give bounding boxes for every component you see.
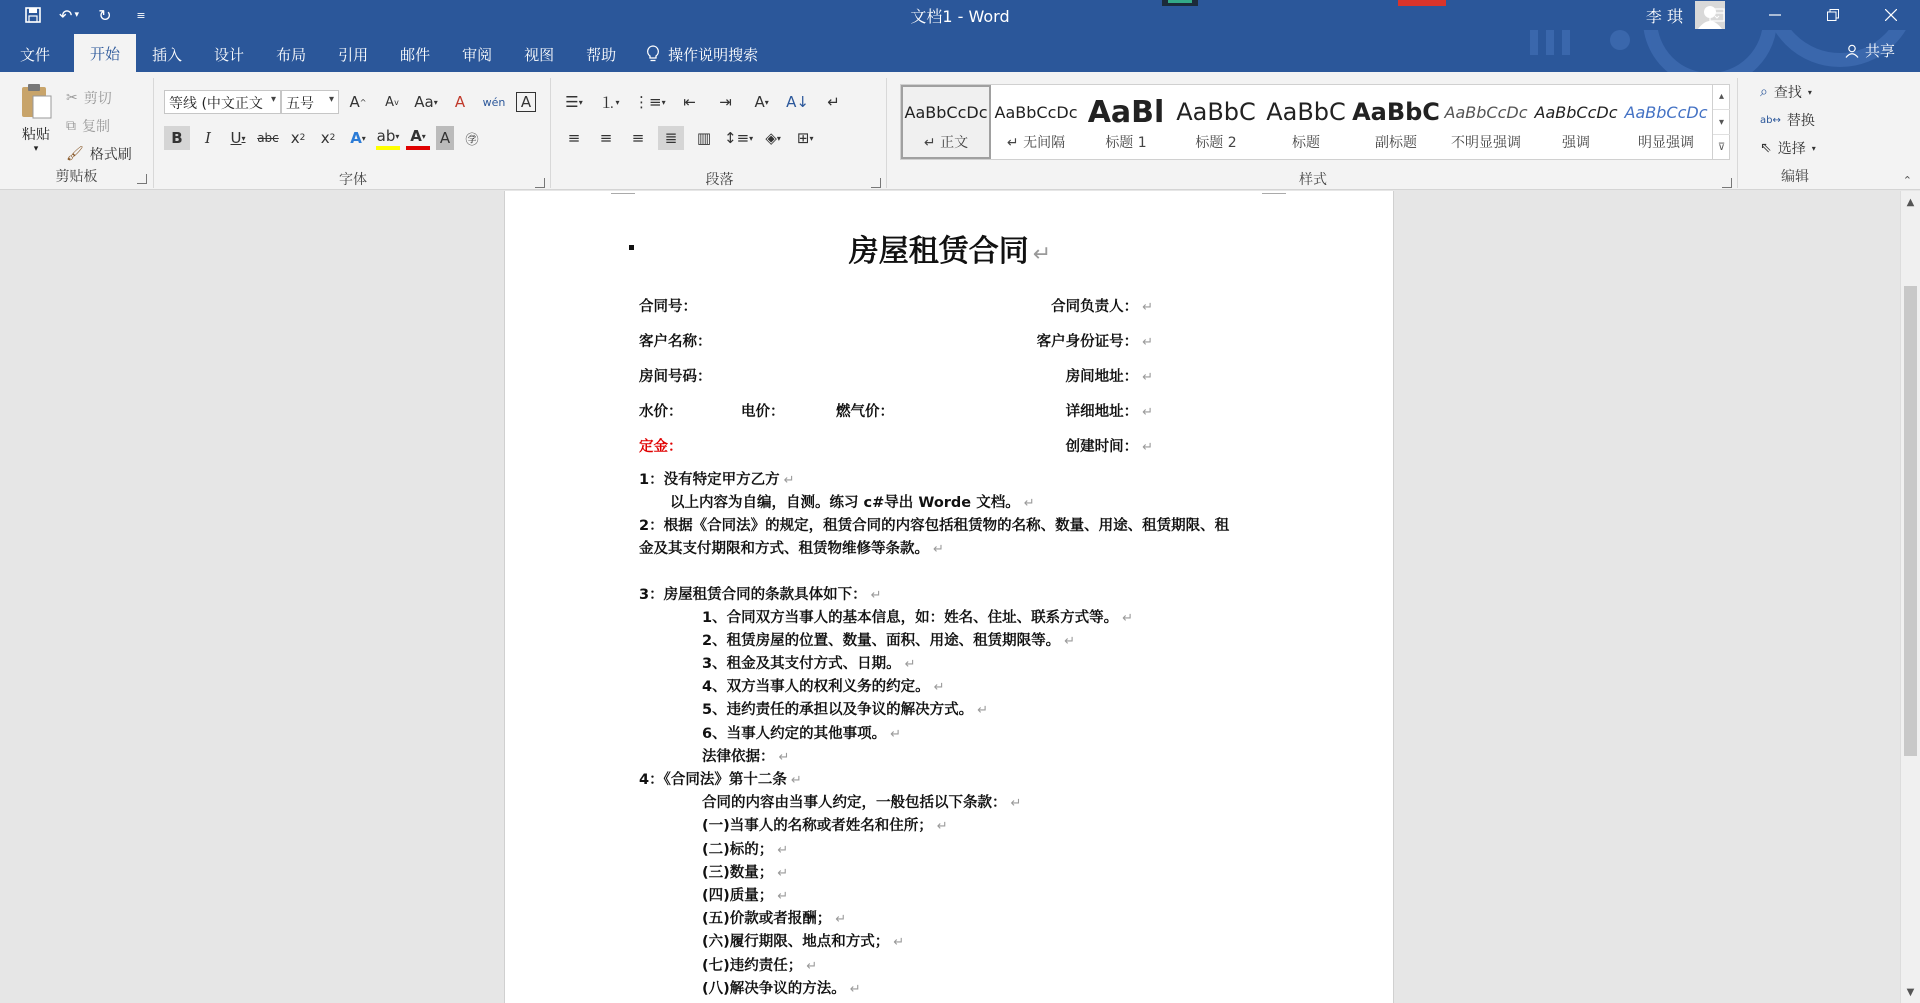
- window-title: 文档1 - Word: [910, 7, 1010, 26]
- water-price-label: 水价：: [639, 404, 683, 420]
- format-painter-button[interactable]: [66, 144, 132, 164]
- copy-icon: ⧉: [66, 118, 76, 134]
- clause-text: (三)数量；: [702, 865, 774, 881]
- document-title-text: 房屋租赁合同: [848, 234, 1029, 269]
- font-launcher-icon[interactable]: [535, 178, 545, 188]
- deposit-label: 定金：: [639, 439, 683, 455]
- paragraph-1-text: 1：没有特定甲方乙方: [639, 472, 780, 488]
- tell-me-search[interactable]: [632, 36, 758, 72]
- scroll-down-icon[interactable]: ▼: [1906, 986, 1915, 998]
- clause-text: (五)价款或者报酬；: [702, 911, 832, 927]
- list-item-text: 4、双方当事人的权利义务的约定。: [702, 679, 930, 695]
- collapse-ribbon-icon[interactable]: ⌃: [1902, 174, 1912, 187]
- room-address-text: 房间地址：: [1065, 369, 1139, 385]
- style-preview: AaBbC: [1352, 98, 1440, 126]
- style-preview: AaBbCcDc: [994, 102, 1078, 122]
- character-border-icon[interactable]: A: [516, 92, 536, 112]
- share-label: 共享: [1864, 42, 1895, 60]
- clause-item: (五)价款或者报酬； ↵: [702, 911, 847, 927]
- shading-icon[interactable]: ◈ ▾: [765, 129, 781, 147]
- tab-mailings[interactable]: 邮件: [400, 45, 431, 64]
- list-item-text: 5、违约责任的承担以及争议的解决方式。: [702, 702, 974, 718]
- paragraph-launcher-icon[interactable]: [871, 178, 881, 188]
- document-title: 房屋租赁合同 ↵: [848, 234, 1052, 269]
- document-area: [0, 191, 1900, 1003]
- subscript-icon[interactable]: x 2: [290, 129, 306, 147]
- paragraph-4: 4：《合同法》第十二条 ↵: [639, 772, 802, 788]
- paragraph-1: 1：没有特定甲方乙方 ↵: [639, 472, 795, 488]
- paragraph-3-text: 3：房屋租赁合同的条款具体如下：: [639, 587, 867, 603]
- show-marks-icon[interactable]: ↵: [827, 93, 840, 111]
- bullets-icon[interactable]: ☰ ▾: [565, 93, 583, 111]
- style-name: 标题: [1292, 135, 1320, 151]
- undo-icon[interactable]: ↶ ▾: [59, 5, 79, 25]
- clause-text: (六)履行期限、地点和方式；: [702, 934, 890, 950]
- bold-icon[interactable]: B: [164, 126, 190, 150]
- created-time-text: 创建时间：: [1065, 439, 1139, 455]
- character-shading-icon[interactable]: A: [436, 126, 454, 150]
- style-preview: AaBl: [1087, 94, 1165, 130]
- paragraph-4-intro-text: 合同的内容由当事人约定，一般包括以下条款：: [702, 795, 1007, 811]
- replace-button[interactable]: [1760, 110, 1815, 130]
- gallery-up-icon[interactable]: ▴: [1713, 84, 1730, 110]
- contract-manager-label: 合同负责人： ↵: [1051, 299, 1153, 315]
- window-controls: [1688, 0, 1920, 30]
- style-preview: AaBbC: [1176, 98, 1256, 126]
- gas-price-label: 燃气价：: [836, 404, 894, 420]
- scroll-up-icon[interactable]: ▲: [1906, 196, 1915, 208]
- style-title[interactable]: [1261, 85, 1351, 159]
- list-item: 4、双方当事人的权利义务的约定。 ↵: [702, 679, 945, 695]
- style-heading-1[interactable]: [1081, 85, 1171, 159]
- select-button[interactable]: ⇖ 选择 ▾: [1760, 140, 1816, 157]
- list-item: 法律依据： ↵: [702, 749, 790, 765]
- clause-text: (八)解决争议的方法。: [702, 981, 846, 997]
- style-name: 强调: [1562, 135, 1590, 151]
- list-item-text: 法律依据：: [702, 749, 775, 765]
- style-preview: AaBbCcDc: [1534, 102, 1618, 122]
- list-item: 1、合同双方当事人的基本信息，如：姓名、住址、联系方式等。 ↵: [702, 610, 1133, 626]
- distributed-icon[interactable]: ▥: [696, 129, 712, 147]
- underline-icon[interactable]: U ▾: [230, 129, 246, 147]
- paste-button[interactable]: [14, 82, 58, 154]
- style-name: 标题 2: [1195, 135, 1237, 151]
- ribbon-tabs-bar: [0, 30, 1920, 72]
- style-emphasis[interactable]: [1531, 85, 1621, 159]
- editing-group-label: 编辑: [1781, 169, 1809, 185]
- list-item-text: 6、当事人约定的其他事项。: [702, 726, 887, 742]
- user-name: 李 琪: [1645, 6, 1683, 26]
- font-row-1: [346, 90, 536, 114]
- tab-references[interactable]: 引用: [338, 45, 369, 64]
- clause-item: (六)履行期限、地点和方式； ↵: [702, 934, 905, 950]
- tab-help[interactable]: 帮助: [586, 45, 617, 64]
- style-name: ↵ 无间隔: [1006, 135, 1066, 151]
- highlight-color-icon[interactable]: ab ▾: [376, 126, 400, 150]
- tell-me-label: 操作说明搜索: [668, 45, 759, 64]
- list-item: 3、租金及其支付方式、日期。 ↵: [702, 656, 916, 672]
- select-label: 选择: [1777, 141, 1806, 157]
- clause-text: (一)当事人的名称或者姓名和住所；: [702, 818, 933, 834]
- line-spacing-icon[interactable]: ↕≡ ▾: [724, 129, 754, 147]
- style-subtitle[interactable]: [1351, 85, 1441, 159]
- detailed-address-label: 详细地址： ↵: [1065, 404, 1153, 420]
- clause-item: (二)标的； ↵: [702, 842, 789, 858]
- crop-mark-right: [1262, 191, 1286, 194]
- format-painter-label: 格式刷: [89, 147, 132, 163]
- search-icon: ⌕: [1760, 84, 1768, 100]
- customer-id-label: 客户身份证号： ↵: [1036, 334, 1153, 350]
- person-icon: [1845, 44, 1859, 58]
- ribbon-display-options-icon[interactable]: [1688, 0, 1746, 30]
- sort-icon[interactable]: A↓: [786, 93, 810, 111]
- scroll-thumb[interactable]: [1904, 286, 1917, 756]
- room-address-label: 房间地址： ↵: [1065, 369, 1153, 385]
- align-left-icon[interactable]: ≡: [567, 129, 581, 147]
- superscript-icon[interactable]: x 2: [320, 129, 336, 147]
- find-button[interactable]: ⌕ 查找 ▾: [1760, 84, 1812, 101]
- text-effects-icon[interactable]: A ▾: [350, 129, 366, 147]
- tab-view[interactable]: 视图: [524, 45, 555, 64]
- cut-button[interactable]: [66, 88, 112, 108]
- font-name-value: 等线 (中文正文: [169, 96, 263, 112]
- contract-manager-text: 合同负责人：: [1051, 299, 1139, 315]
- numbering-icon[interactable]: ⒈ ▾: [600, 93, 620, 112]
- font-row-2: [164, 126, 484, 150]
- customer-name-label: 客户名称：: [639, 334, 712, 350]
- paragraph-2-text: 2：根据《合同法》的规定，租赁合同的内容包括租赁物的名称、数量、用途、租赁期限、租金及其支付期限和方式、租赁物维修等条款。: [639, 518, 1230, 557]
- editing-group: [1740, 78, 1850, 188]
- font-group-label: 字体: [339, 172, 367, 188]
- style-preview: AaBbCcDc: [1444, 102, 1528, 122]
- style-intense-emphasis[interactable]: [1621, 85, 1711, 159]
- customize-qat-icon[interactable]: ≡: [136, 8, 146, 22]
- font-size-value: 五号: [286, 96, 314, 112]
- paintbrush-icon: 🖌: [66, 146, 84, 162]
- find-label: 查找: [1773, 85, 1802, 101]
- tab-file[interactable]: 文件: [20, 45, 51, 64]
- list-item-text: 2、租赁房屋的位置、数量、面积、用途、租赁期限等。: [702, 633, 1061, 649]
- clause-text: (四)质量；: [702, 888, 774, 904]
- gallery-down-icon[interactable]: ▾: [1713, 110, 1730, 136]
- paragraph-1-note: 以上内容为自编，自测。练习 c#导出 Worde 文档。 ↵: [670, 495, 1035, 511]
- paragraph-row-1: [562, 90, 846, 114]
- styles-gallery: [900, 84, 1730, 160]
- detailed-address-text: 详细地址：: [1065, 404, 1139, 420]
- electric-price-label: 电价：: [741, 404, 785, 420]
- ribbon: [0, 72, 1920, 190]
- clause-item: (四)质量； ↵: [702, 888, 789, 904]
- font-color-icon[interactable]: A ▾: [406, 126, 430, 150]
- clause-item: (八)解决争议的方法。 ↵: [702, 981, 861, 997]
- close-icon[interactable]: [1862, 0, 1920, 30]
- paragraph-4-text: 4：《合同法》第十二条: [639, 772, 787, 788]
- share-button[interactable]: [1845, 40, 1895, 61]
- styles-launcher-icon[interactable]: [1722, 178, 1732, 188]
- change-case-icon[interactable]: Aa ▾: [414, 93, 438, 111]
- tab-home[interactable]: 开始: [74, 34, 136, 72]
- italic-icon[interactable]: I: [205, 129, 211, 147]
- font-name-combo[interactable]: 等线 (中文正文 ▾: [164, 90, 281, 114]
- copy-label: 复制: [82, 119, 110, 135]
- clause-item: (三)数量； ↵: [702, 865, 789, 881]
- styles-gallery-scroll: [1712, 84, 1730, 160]
- scissors-icon: ✂: [66, 90, 78, 106]
- tab-review[interactable]: 审阅: [462, 45, 493, 64]
- style-heading-2[interactable]: [1171, 85, 1261, 159]
- paragraph-row-2: [562, 126, 817, 150]
- style-no-spacing[interactable]: [991, 85, 1081, 159]
- paragraph-1-note-text: 以上内容为自编，自测。练习 c#导出 Worde 文档。: [670, 495, 1020, 511]
- replace-label: 替换: [1786, 113, 1815, 129]
- enclose-characters-icon[interactable]: ㊫: [465, 132, 479, 148]
- increase-indent-icon[interactable]: ⇥: [719, 93, 732, 111]
- restore-icon[interactable]: [1804, 0, 1862, 30]
- strikethrough-icon[interactable]: abc: [257, 131, 279, 145]
- clipboard-group-label: 剪贴板: [55, 169, 98, 185]
- list-item-text: 3、租金及其支付方式、日期。: [702, 656, 901, 672]
- clipboard-group: [0, 78, 154, 188]
- align-right-icon[interactable]: ≡: [631, 129, 645, 147]
- clause-text: (二)标的；: [702, 842, 774, 858]
- minimize-icon[interactable]: [1746, 0, 1804, 30]
- phonetic-guide-icon[interactable]: wén: [482, 95, 506, 109]
- list-item: 2、租赁房屋的位置、数量、面积、用途、租赁期限等。 ↵: [702, 633, 1075, 649]
- chinese-layout-icon[interactable]: A ▾: [754, 93, 769, 111]
- list-item: 6、当事人约定的其他事项。 ↵: [702, 726, 901, 742]
- room-number-label: 房间号码：: [639, 369, 712, 385]
- clear-formatting-icon[interactable]: A: [454, 93, 466, 111]
- decrease-indent-icon[interactable]: ⇤: [683, 93, 696, 111]
- list-item-text: 1、合同双方当事人的基本信息，如：姓名、住址、联系方式等。: [702, 610, 1119, 626]
- style-name: 副标题: [1375, 135, 1417, 151]
- background-pattern-icon: [1280, 30, 1920, 72]
- paragraph-2: 2：根据《合同法》的规定，租赁合同的内容包括租赁物的名称、数量、用途、租赁期限、租金及其支付期限和方式、租赁物维修等条款。 ↵: [639, 518, 1230, 557]
- paste-dropdown-icon[interactable]: ▾: [33, 144, 39, 154]
- style-preview: AaBbC: [1266, 98, 1346, 126]
- align-center-icon[interactable]: ≡: [599, 129, 613, 147]
- replace-icon: ab↔: [1760, 114, 1781, 126]
- styles-group-label: 样式: [1299, 172, 1327, 188]
- document-page[interactable]: [504, 191, 1394, 1003]
- borders-icon[interactable]: ⊞ ▾: [796, 129, 814, 147]
- contract-number-label: 合同号：: [639, 299, 697, 315]
- tab-insert[interactable]: 插入: [152, 45, 183, 64]
- style-name: 不明显强调: [1451, 135, 1521, 151]
- created-time-label: 创建时间： ↵: [1065, 439, 1153, 455]
- crop-mark-left: [611, 191, 635, 194]
- title-bar: [0, 0, 1920, 30]
- style-name: 标题 1: [1105, 135, 1147, 151]
- style-name: 明显强调: [1638, 135, 1694, 151]
- font-size-combo[interactable]: 五号 ▾: [281, 90, 339, 114]
- justify-icon[interactable]: ≣: [658, 126, 684, 150]
- customer-id-text: 客户身份证号：: [1036, 334, 1139, 350]
- cursor-icon: ⇖: [1760, 140, 1772, 156]
- vertical-scrollbar[interactable]: [1900, 191, 1920, 1003]
- style-preview: AaBbCcDc: [904, 102, 988, 122]
- paragraph-group-label: 段落: [705, 172, 734, 188]
- style-subtle-emphasis[interactable]: [1441, 85, 1531, 159]
- style-preview: AaBbCcDc: [1624, 102, 1708, 122]
- clause-item: (一)当事人的名称或者姓名和住所； ↵: [702, 818, 948, 834]
- paste-icon: [19, 82, 53, 120]
- copy-button[interactable]: [66, 116, 110, 136]
- tab-layout[interactable]: 布局: [276, 45, 307, 64]
- paste-label: 粘贴: [22, 127, 50, 143]
- tab-design[interactable]: 设计: [214, 45, 245, 64]
- clipboard-launcher-icon[interactable]: [137, 174, 147, 184]
- grow-font-icon[interactable]: A ^: [349, 93, 367, 111]
- lightbulb-icon: [646, 45, 660, 63]
- paragraph-4-intro: 合同的内容由当事人约定，一般包括以下条款： ↵: [702, 795, 1022, 811]
- multilevel-list-icon[interactable]: ⋮≡ ▾: [634, 93, 666, 111]
- paragraph-3: 3：房屋租赁合同的条款具体如下： ↵: [639, 587, 882, 603]
- style-name: ↵ 正文: [923, 135, 969, 151]
- redo-icon[interactable]: ↻: [98, 5, 112, 25]
- list-item: 5、违约责任的承担以及争议的解决方式。 ↵: [702, 702, 988, 718]
- ribbon-tabs: [0, 30, 758, 72]
- clause-text: (七)违约责任；: [702, 958, 803, 974]
- style-normal[interactable]: [901, 85, 991, 159]
- gallery-more-icon[interactable]: ⊽: [1717, 142, 1726, 154]
- clause-item: (七)违约责任； ↵: [702, 958, 818, 974]
- shrink-font-icon[interactable]: A v: [385, 94, 399, 110]
- cut-label: 剪切: [83, 91, 112, 107]
